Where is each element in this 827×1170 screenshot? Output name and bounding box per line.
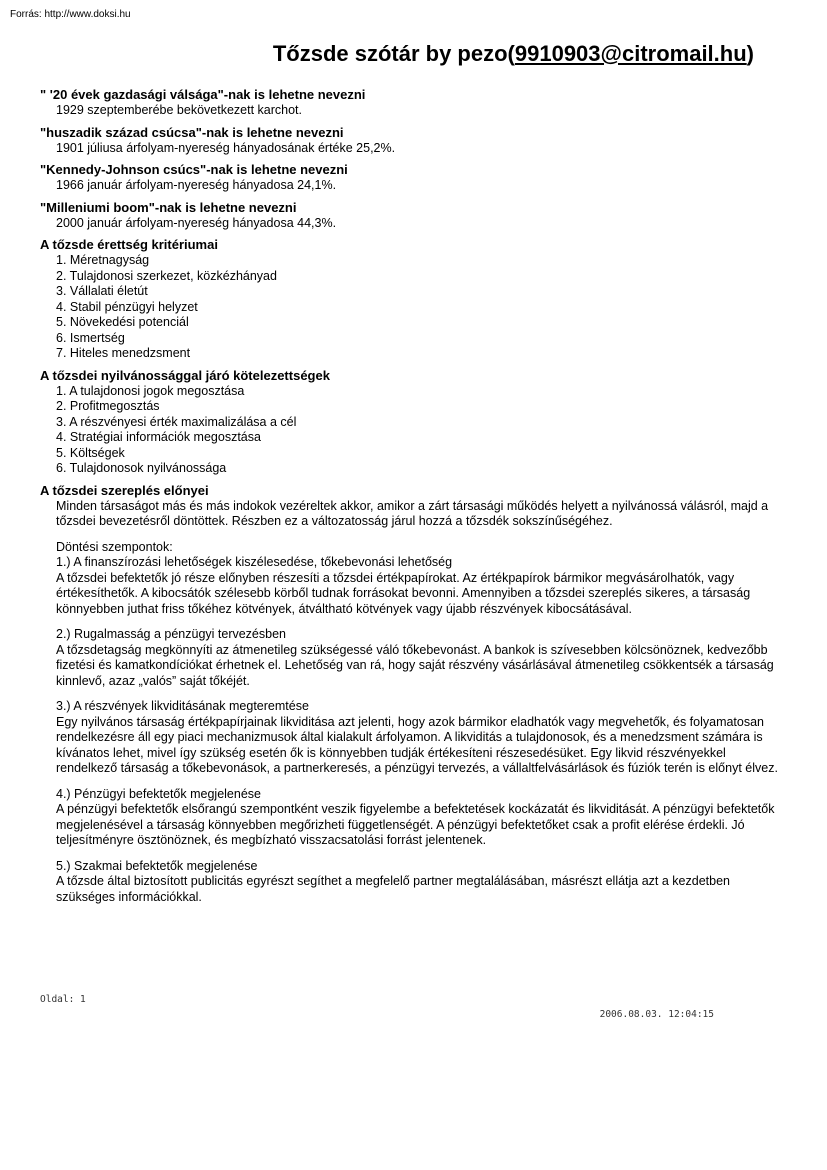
page-title bbox=[273, 40, 754, 68]
advantages-body bbox=[40, 499, 780, 906]
glossary-entry bbox=[40, 162, 780, 194]
obligations-item: 5. Költségek bbox=[56, 445, 125, 460]
advantage-point bbox=[56, 787, 780, 849]
advantages-term: A tőzsdei szereplés előnyei bbox=[40, 482, 209, 498]
criteria-item: 5. Növekedési potenciál bbox=[56, 315, 189, 329]
title-prefix: Tőzsde szótár by pezo( bbox=[272, 41, 515, 66]
obligations-item: 6. Tulajdonosok nyilvánossága bbox=[56, 461, 227, 475]
advantage-point bbox=[56, 699, 780, 777]
criteria-item: 3. Vállalati életút bbox=[56, 284, 148, 298]
source-line: Forrás: http://www.doksi.hu bbox=[10, 9, 131, 20]
entry-definition: 1966 január árfolyam-nyereség hányadosa 24,1%. bbox=[56, 178, 337, 192]
advantage-heading: 5.) Szakmai befektetők megjelenése bbox=[56, 858, 258, 873]
advantage-text: Egy nyilvános társaság értékpapírjainak likviditása azt jelenti, hogy azok bármikor eladhatók vagy megvehetők, és folyamatosan rendelkezésre áll egy piaci mechanizmusok által kialakult árfolyamon. A likviditás a tulajdonosok, és a menedzsment számára is kívánatos lehet, mivel így szükség esetén ők is könnyebben tudják értékesíteni részesedésüket. Egy likvid részvényekkel rendelkező társaság a tőkebevonások, a partnerkeresés, a pénzügyi tervezés, a vállaltfelvásárlások és fúziók terén is előnyt élvez. bbox=[56, 714, 778, 775]
criteria-item: 1. Méretnagyság bbox=[56, 253, 150, 267]
criteria-term: A tőzsde érettség kritériumai bbox=[40, 237, 218, 252]
criteria-item: 4. Stabil pénzügyi helyzet bbox=[56, 299, 198, 314]
glossary-entry bbox=[40, 200, 780, 232]
criteria-item: 6. Ismertség bbox=[56, 330, 125, 345]
advantages-intro: Minden társaságot más és más indokok vezéreltek akkor, amikor a zárt társasági működés helyett a nyilvánossá válásról, majd a tőzsdei bevezetésről döntöttek. Részben ez a változatosság járul hozzá a tőzsdék sokszínűségéhez. bbox=[56, 498, 769, 528]
obligations-item: 2. Profitmegosztás bbox=[56, 399, 160, 413]
title-suffix: ) bbox=[746, 41, 754, 66]
obligations-term: A tőzsdei nyilvánossággal járó kötelezettségek bbox=[40, 367, 330, 383]
aspects-label: Döntési szempontok: bbox=[56, 539, 173, 554]
entry-definition: 2000 január árfolyam-nyereség hányadosa 44,3%. bbox=[56, 215, 337, 230]
advantage-heading: 2.) Rugalmasság a pénzügyi tervezésben bbox=[56, 627, 286, 641]
advantage-text: A tőzsdetagság megkönnyíti az átmenetileg szükségessé váló tőkebevonást. A bankok is szívesebben kölcsönöznek, kedvezőbb fizetési és kamatkondíciókat érhetnek el. Lehetőség van rá, hogy saját részvény vásárlásával átmenetileg csökkentsék a társaság kinnlevő, azaz „valós” saját tőkéjét. bbox=[56, 642, 774, 688]
title-email-link[interactable]: 9910903@citromail.hu bbox=[514, 41, 747, 66]
advantage-heading: 1.) A finanszírozási lehetőségek kiszélesedése, tőkebevonási lehetőség bbox=[56, 555, 453, 569]
page-number: Oldal: 1 bbox=[40, 994, 86, 1005]
advantage-aspects bbox=[56, 540, 780, 618]
obligations-item: 3. A részvényesi érték maximalizálása a cél bbox=[56, 414, 297, 429]
entry-term: "Kennedy-Johnson csúcs"-nak is lehetne nevezni bbox=[40, 162, 348, 177]
advantage-text: A tőzsdei befektetők jó része előnyben részesíti a tőzsdei értékpapírokat. Az értékpapírok bármikor megvásárolhatók, vagy értékesíthetők. A kibocsátók szélesebb körből tudnak forrásokat bevonni. Amennyiben a tőzsdei szereplés sikeres, a társaság könnyebben juthat friss tőkéhez kötvények, átváltható kötvények vagy újabb részvények kibocsátásával. bbox=[56, 570, 751, 616]
entry-definition: 1901 júliusa árfolyam-nyereség hányadosának értéke 25,2%. bbox=[56, 140, 396, 155]
obligations-section bbox=[40, 368, 780, 477]
print-timestamp: 2006.08.03. 12:04:15 bbox=[599, 1009, 714, 1020]
advantages-section bbox=[40, 483, 780, 906]
entry-term: "Milleniumi boom"-nak is lehetne nevezni bbox=[40, 199, 297, 215]
advantage-heading: 3.) A részvények likviditásának megteremtése bbox=[56, 699, 309, 713]
criteria-section bbox=[40, 237, 780, 362]
entry-term: " '20 évek gazdasági válsága"-nak is lehetne nevezni bbox=[40, 87, 366, 102]
criteria-item: 2. Tulajdonosi szerkezet, közkézhányad bbox=[56, 268, 277, 283]
glossary-entry bbox=[40, 125, 780, 157]
obligations-item: 4. Stratégiai információk megosztása bbox=[56, 430, 261, 444]
advantage-heading: 4.) Pénzügyi befektetők megjelenése bbox=[56, 786, 261, 801]
glossary-entry bbox=[40, 87, 780, 119]
entry-definition: 1929 szeptemberébe bekövetkezett karchot. bbox=[56, 103, 302, 117]
criteria-item: 7. Hiteles menedzsment bbox=[56, 346, 191, 360]
advantage-point bbox=[56, 859, 780, 906]
advantage-point bbox=[56, 627, 780, 689]
entry-term: "huszadik század csúcsa"-nak is lehetne nevezni bbox=[40, 124, 344, 140]
document-body bbox=[40, 87, 780, 911]
advantage-text: A pénzügyi befektetők elsőrangú szempontként veszik figyelembe a befektetések kockázatát és likviditását. A pénzügyi befektetők megjelenésével a társaság könnyebben megőrizheti függetlenségét. A pénzügyi befektetőket csak a profit elérése érdekli. Jó teljesítményre ösztönöznek, és megbízható visszacsatolási forrást jelentenek. bbox=[56, 802, 775, 847]
advantage-text: A tőzsde által biztosított publicitás egyrészt segíthet a megfelelő partner megtalálásában, másrészt ellátja azt a kezdetben szükséges információkkal. bbox=[56, 874, 730, 904]
obligations-item: 1. A tulajdonosi jogok megosztása bbox=[56, 383, 245, 398]
